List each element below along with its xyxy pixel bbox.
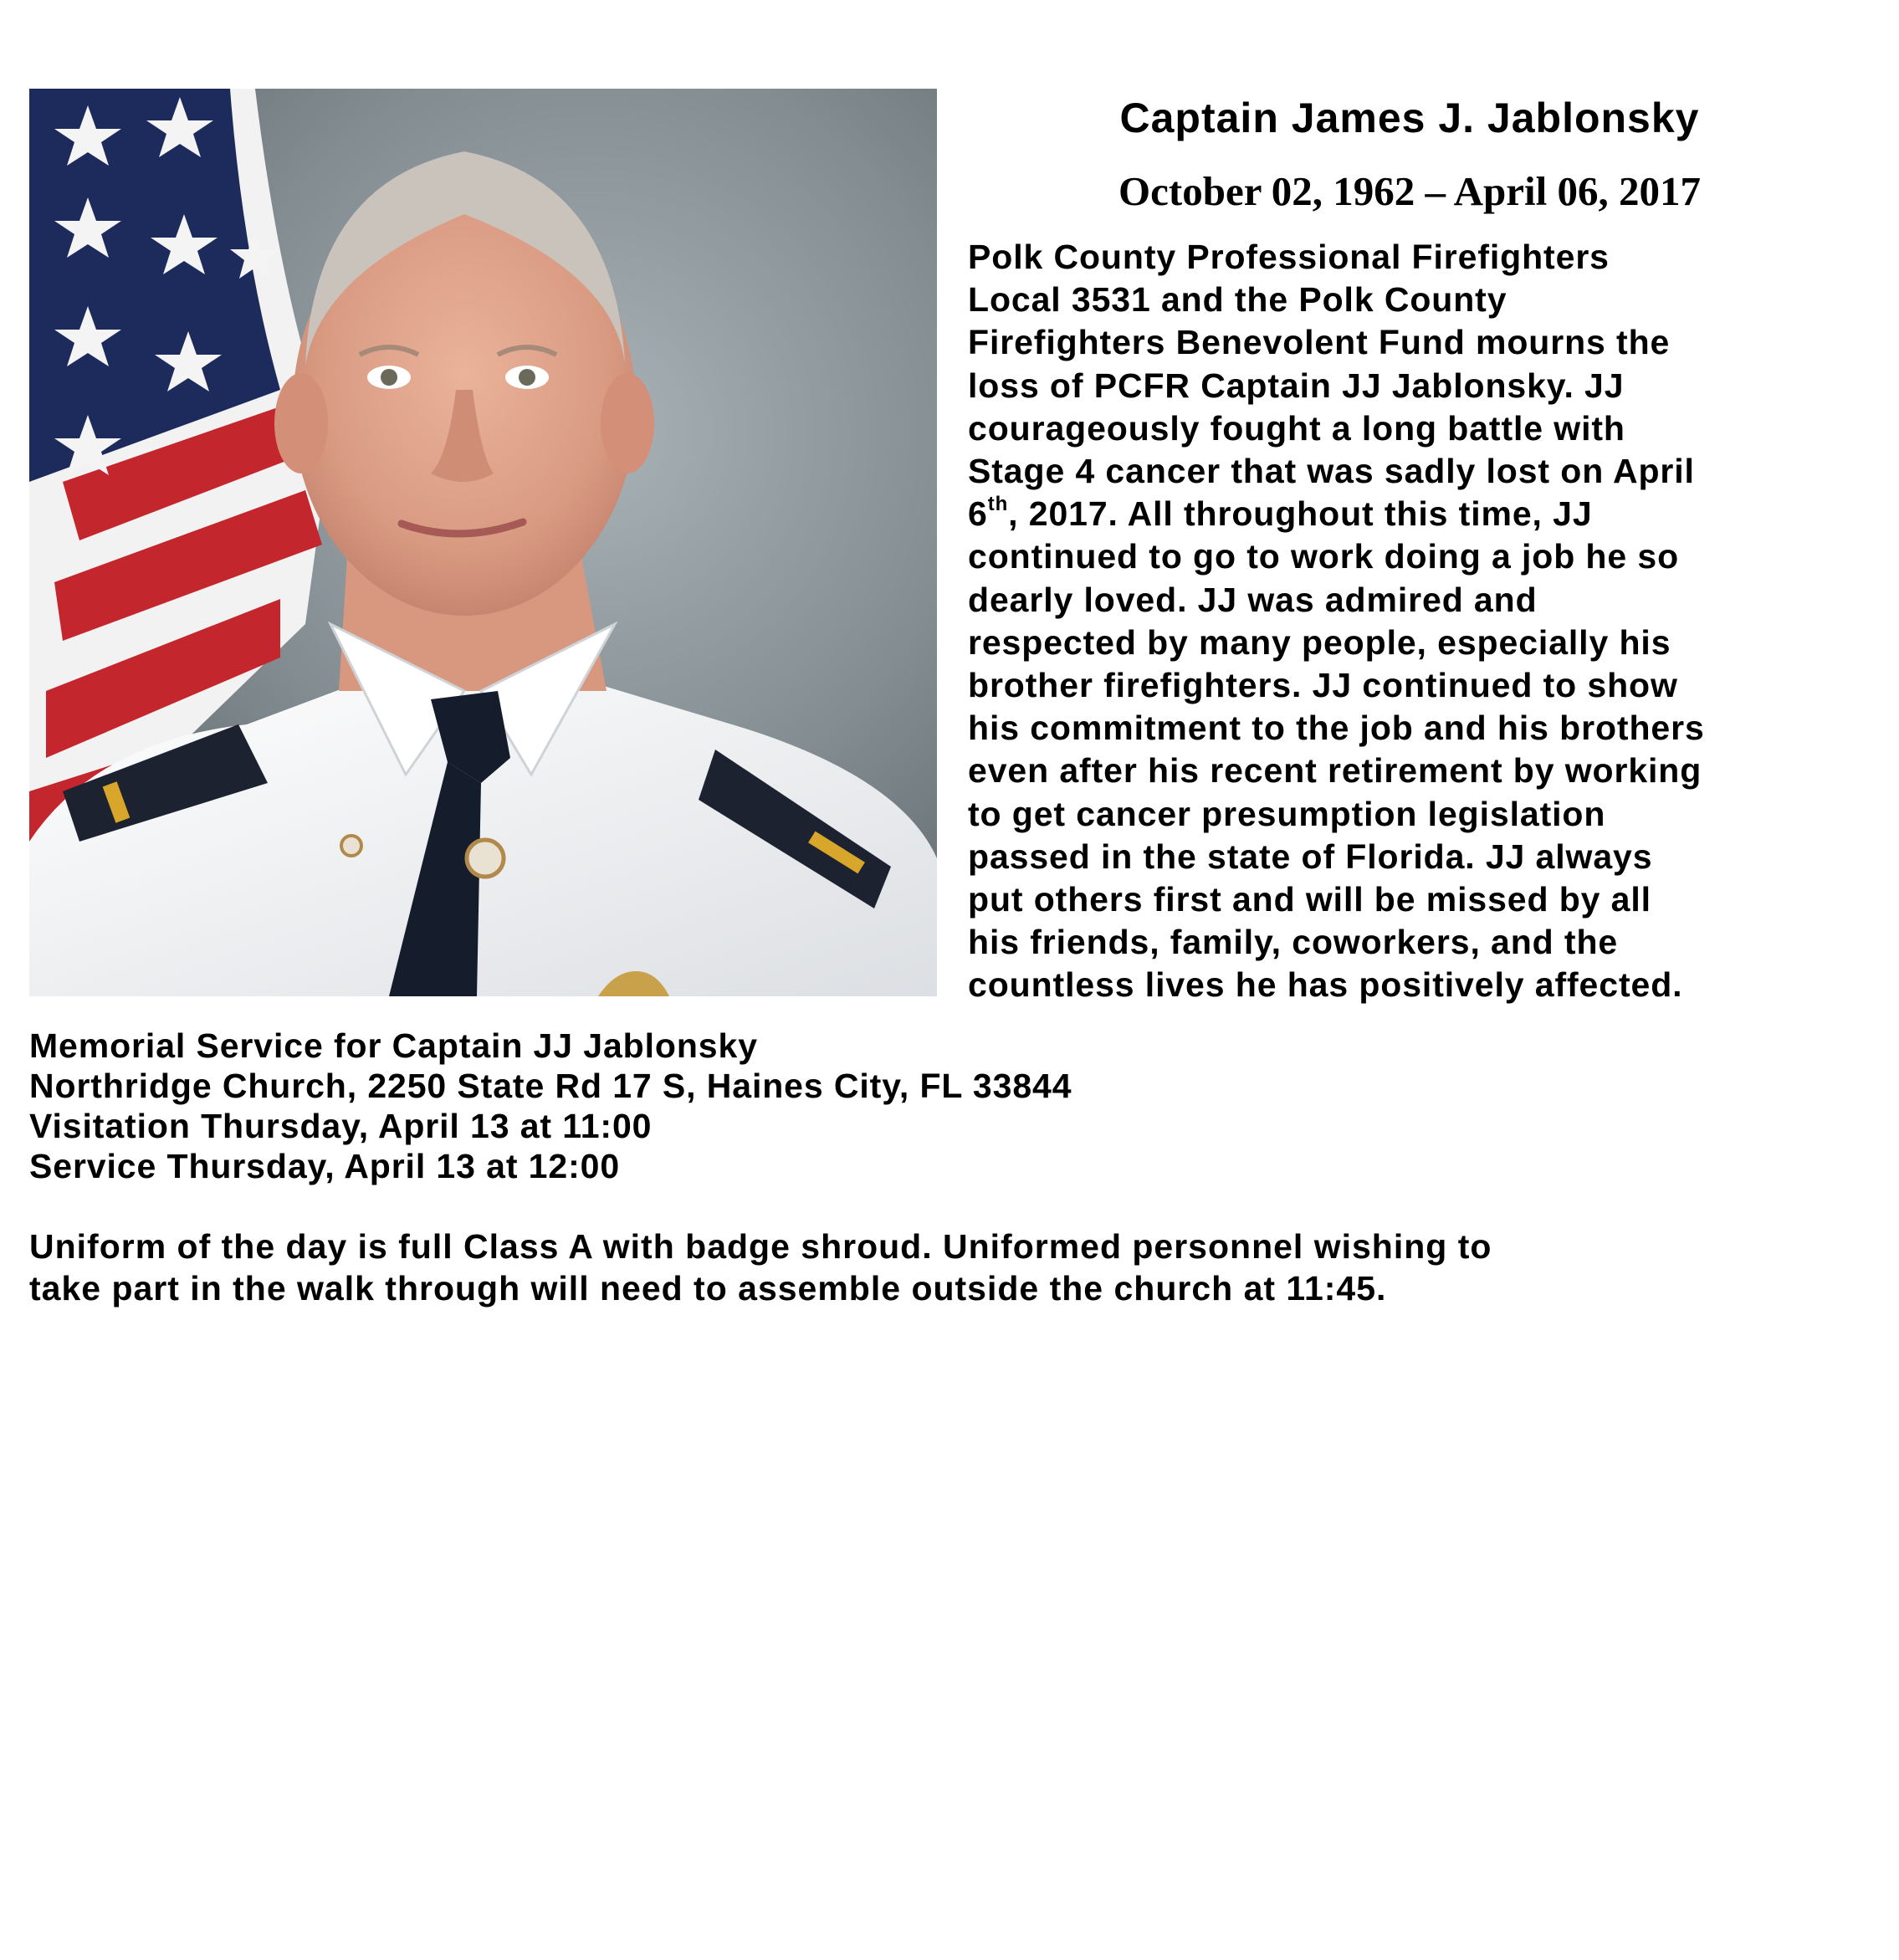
obituary-paragraph <box>968 236 1876 1007</box>
paragraph-line: dearly loved. JJ was admired and <box>968 580 1538 619</box>
paragraph-line: respected by many people, especially his <box>968 622 1671 662</box>
page-title: Captain James J. Jablonsky <box>1119 95 1700 141</box>
paragraph-line: courageously fought a long battle with <box>968 408 1625 448</box>
service-location: Northridge Church, 2250 State Rd 17 S, Haines City, FL 33844 <box>29 1067 1072 1105</box>
paragraph-line: passed in the state of Florida. JJ always <box>968 837 1653 876</box>
memorial-service-details <box>29 1026 1870 1186</box>
uniform-line: take part in the walk through will need to assemble outside the church at 11:45. <box>29 1269 1387 1308</box>
service-heading: Memorial Service for Captain JJ Jablonsky <box>29 1026 758 1065</box>
date-day: 6 <box>968 494 988 534</box>
paragraph-line: brother firefighters. JJ continued to show <box>968 666 1678 705</box>
paragraph-line: put others first and will be missed by all <box>968 880 1651 919</box>
visitation-time: Visitation Thursday, April 13 at 11:00 <box>29 1107 653 1145</box>
paragraph-line: continued to go to work doing a job he so <box>968 537 1680 576</box>
paragraph-line: Firefighters Benevolent Fund mourns the <box>968 323 1671 362</box>
paragraph-line: Stage 4 cancer that was sadly lost on April <box>968 452 1695 491</box>
paragraph-line: countless lives he has positively affected. <box>968 965 1683 1005</box>
paragraph-line: Local 3531 and the Polk County <box>968 280 1507 320</box>
paragraph-line: his commitment to the job and his brothers <box>968 709 1705 748</box>
uniform-line: Uniform of the day is full Class A with badge shroud. Uniformed personnel wishing to <box>29 1227 1492 1266</box>
paragraph-line: loss of PCFR Captain JJ Jablonsky. JJ <box>968 366 1625 405</box>
uniform-note <box>29 1226 1870 1309</box>
paragraph-line-text: , 2017. All throughout this time, JJ <box>1008 494 1593 534</box>
service-time: Service Thursday, April 13 at 12:00 <box>29 1147 621 1185</box>
portrait-photo <box>29 89 937 996</box>
paragraph-line: his friends, family, coworkers, and the <box>968 923 1619 962</box>
paragraph-line: Polk County Professional Firefighters <box>968 238 1610 276</box>
paragraph-line: even after his recent retirement by working <box>968 751 1702 791</box>
paragraph-line: to get cancer presumption legislation <box>968 794 1606 833</box>
ordinal-suffix: th <box>987 492 1009 515</box>
life-dates: October 02, 1962 – April 06, 2017 <box>1118 168 1701 214</box>
paragraph-line <box>968 493 1876 535</box>
